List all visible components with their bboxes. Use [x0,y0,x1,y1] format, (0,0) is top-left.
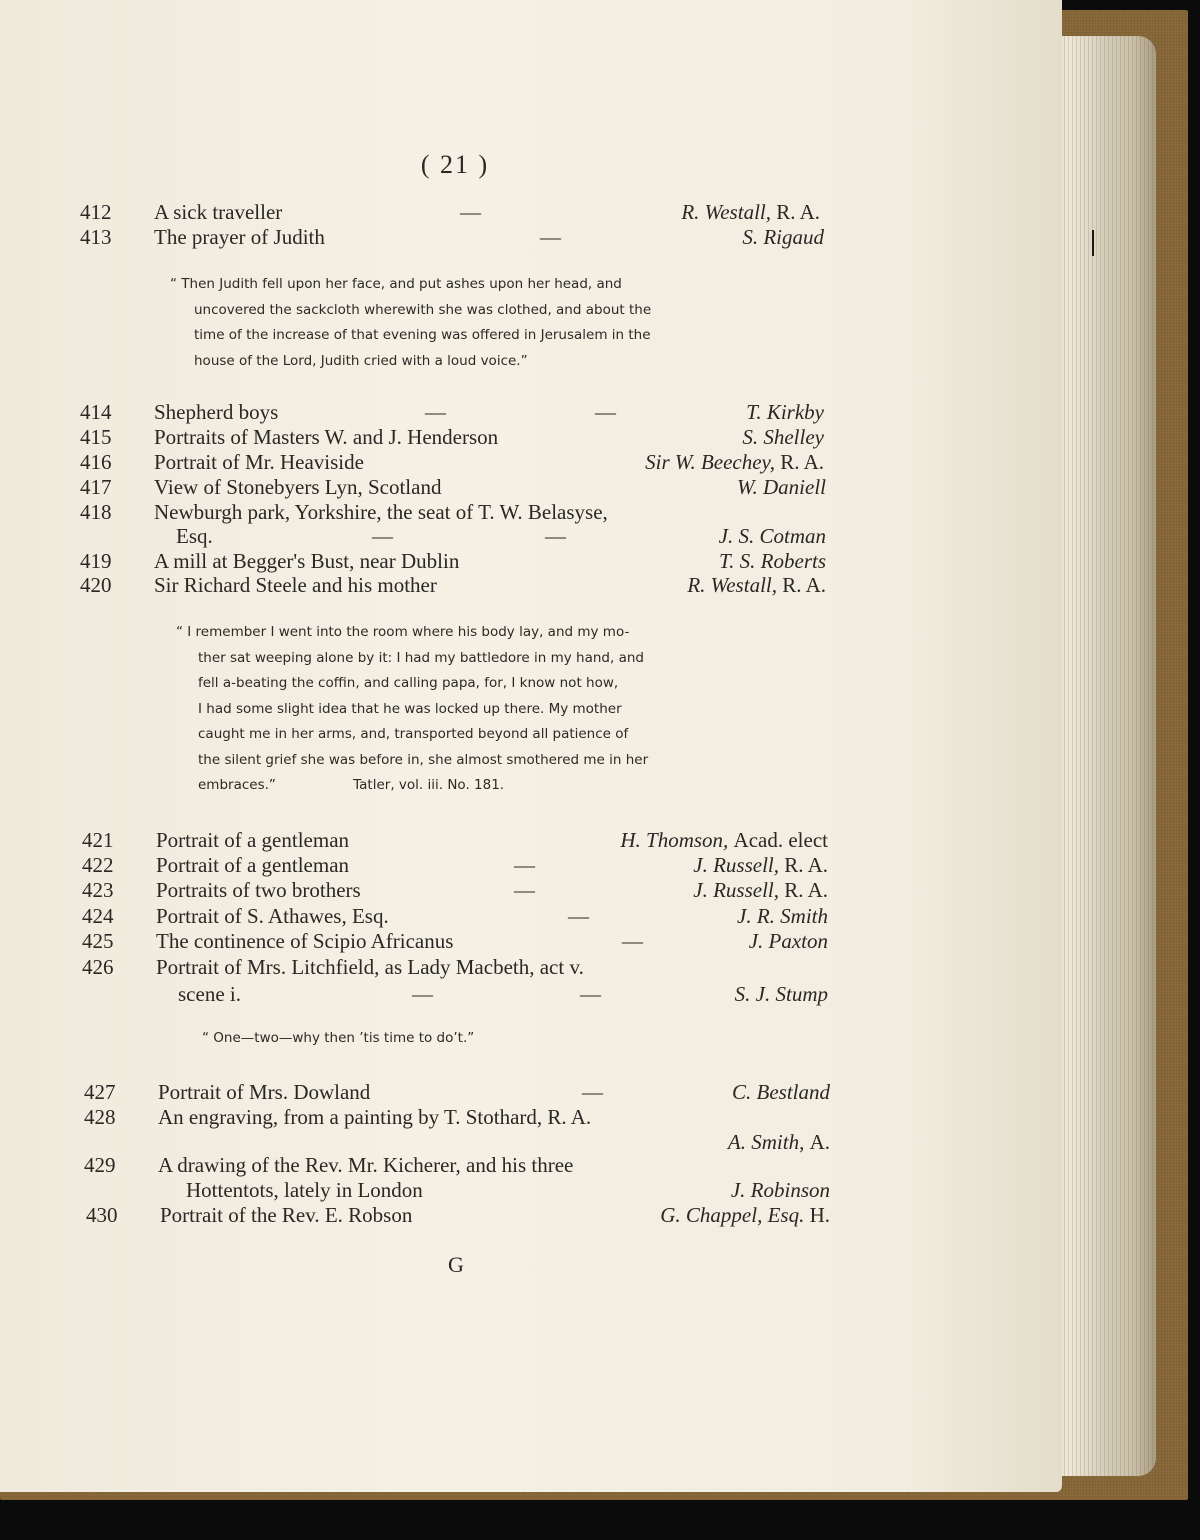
catalogue-entry [84,1153,830,1201]
entry-number: 420 [80,573,112,597]
catalogue-entry [84,1105,830,1153]
entry-number: 423 [82,878,114,902]
catalogue-entry [86,1203,830,1227]
quote-line: fell a-beating the coffin, and calling papa, for, I know not how, [198,675,619,691]
entry-number: 413 [80,225,112,249]
entry-number: 416 [80,450,112,474]
entry-title: A sick traveller [154,200,283,224]
entry-dash: — [412,982,433,1006]
entry-artist: S. J. Stump [734,982,828,1006]
entry-artist: J. Robinson [730,1178,830,1202]
catalogue-entry [82,878,828,902]
catalogue-entry [82,955,828,1006]
entry-title: Portrait of a gentleman [156,853,350,877]
quote-line: ther sat weeping alone by it: I had my battledore in my hand, and [198,649,644,666]
entry-number: 427 [84,1080,116,1104]
entry-title: Portrait of Mrs. Litchfield, as Lady Macbeth, act v. [156,955,584,979]
catalogue-entry [80,450,824,474]
entry-artist: Sir W. Beechey, R. A. [645,450,824,474]
catalogue-entry [80,475,826,499]
quote-line: “ Then Judith fell upon her face, and put ashes upon her head, and [170,276,622,292]
quote-line: “ I remember I went into the room where his body lay, and my mo- [176,624,630,640]
entry-dash: — [514,878,535,902]
quote-line: caught me in her arms, and, transported beyond all patience of [198,726,629,742]
entry-title: Portrait of S. Athawes, Esq. [156,904,389,928]
entry-title: A drawing of the Rev. Mr. Kicherer, and his three [158,1153,574,1177]
entry-number: 422 [82,853,114,877]
entry-artist: A. Smith, A. [727,1130,830,1154]
entry-number: 424 [82,904,114,928]
catalogue-entry [80,500,826,548]
entry-number: 418 [80,500,112,524]
entry-artist: J. Paxton [748,929,828,953]
entry-artist: G. Chappel, Esq. H. [660,1203,830,1227]
entry-number: 425 [82,929,114,953]
margin-mark [1092,230,1094,256]
catalogue-entry [80,573,826,597]
entry-title: The prayer of Judith [154,225,325,249]
quote-line: I had some slight idea that he was locked up there. My mother [198,700,622,717]
quote-line: embraces.” Tatler, vol. iii. No. 181. [198,777,505,793]
entry-title-continued: Esq. [176,524,213,548]
entry-title-continued: Hottentots, lately in London [186,1178,423,1202]
entry-number: 429 [84,1153,116,1177]
catalogue-entry [84,1080,830,1104]
quote-judith [170,272,651,374]
quote-line: uncovered the sackcloth wherewith she was clothed, and about the [194,301,652,318]
entry-title: An engraving, from a painting by T. Stothard, R. A. [158,1105,592,1129]
entry-artist: T. S. Roberts [719,549,826,573]
entry-number: 415 [80,425,112,449]
entry-number: 428 [84,1105,116,1129]
entry-dash: — [514,853,535,877]
entry-dash: — [460,200,481,224]
entry-title: A mill at Begger's Bust, near Dublin [154,549,460,573]
catalogue-entry [80,425,824,449]
entry-artist: J. S. Cotman [718,524,826,548]
catalogue-entry [82,853,828,877]
entry-artist: T. Kirkby [746,400,824,424]
catalogue-entry [82,929,828,953]
quote-steele [176,620,648,799]
catalogue-entry [80,549,826,573]
entry-dash: — [540,225,561,249]
entry-number: 417 [80,475,112,499]
entry-artist: J. Russell, R. A. [693,853,828,877]
entry-artist: W. Daniell [736,475,826,499]
entry-artist: H. Thomson, Acad. elect [620,828,828,852]
entry-number: 414 [80,400,112,424]
entry-dash: — [568,904,589,928]
entry-artist: S. Rigaud [742,225,824,249]
entry-number: 426 [82,955,114,979]
entry-title: Sir Richard Steele and his mother [154,573,437,597]
catalogue-entry [82,904,828,928]
entry-title: Portrait of Mr. Heaviside [154,450,364,474]
quote-line: time of the increase of that evening was offered in Jerusalem in the [194,327,651,343]
entry-dash: — [425,400,446,424]
entry-artist: S. Shelley [742,425,824,449]
quote-line: the silent grief she was before in, she almost smothered me in her [198,751,649,768]
entry-dash: — [545,524,566,548]
entry-title: Shepherd boys [154,400,279,424]
signature-mark: G [448,1252,464,1277]
catalogue-entry [80,400,824,424]
entry-artist: R. Westall, R. A. [681,200,820,224]
quote-macbeth [202,1026,474,1052]
entry-dash: — [582,1080,603,1104]
entry-title: Portrait of Mrs. Dowland [158,1080,371,1104]
entry-title: Portraits of two brothers [156,878,361,902]
entry-title: View of Stonebyers Lyn, Scotland [154,475,442,499]
entry-artist: J. Russell, R. A. [693,878,828,902]
entry-artist: R. Westall, R. A. [687,573,826,597]
entry-title: Portrait of the Rev. E. Robson [160,1203,413,1227]
catalogue-entry [80,225,824,249]
page-number: ( 21 ) [420,150,490,179]
quote-line: house of the Lord, Judith cried with a loud voice.” [194,352,528,369]
entry-dash: — [372,524,393,548]
quote-line: “ One—two—why then ’tis time to do’t.” [202,1030,475,1046]
entry-title: Newburgh park, Yorkshire, the seat of T. W. Belasyse, [154,500,608,524]
entry-number: 421 [82,828,114,852]
entry-title: Portraits of Masters W. and J. Henderson [154,425,499,449]
entry-title: The continence of Scipio Africanus [156,929,454,953]
entry-number: 412 [80,200,112,224]
catalogue-entry [82,828,828,852]
entry-number: 419 [80,549,112,573]
entry-title-continued: scene i. [178,982,241,1006]
entry-artist: C. Bestland [732,1080,830,1104]
entry-artist: J. R. Smith [737,904,828,928]
entry-number: 430 [86,1203,118,1227]
catalogue-entry [80,200,820,224]
entry-title: Portrait of a gentleman [156,828,350,852]
entry-dash: — [622,929,643,953]
entry-dash: — [580,982,601,1006]
entry-dash: — [595,400,616,424]
